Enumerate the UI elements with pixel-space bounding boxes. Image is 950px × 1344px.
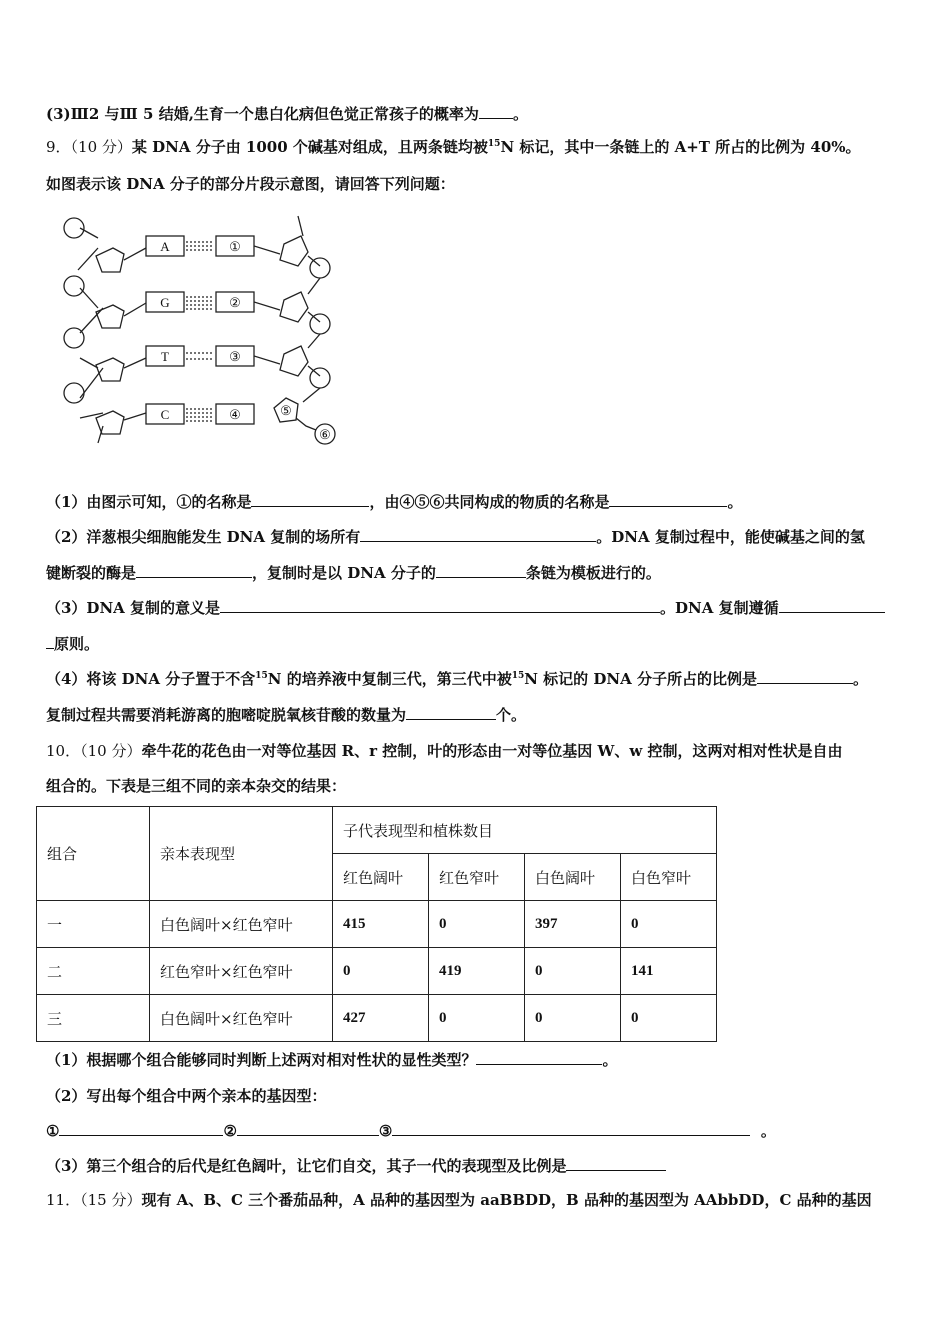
header-parent: 亲本表现型 xyxy=(150,807,333,901)
q9-part2-cont: 键断裂的酶是 ，复制时是以 DNA 分子的 条链为模板进行的。 xyxy=(46,564,661,582)
q11-header: 11．（15 分）现有 A、B、C 三个番茄品种，A 品种的基因型为 aaBBDD，B 品种的基因型为 AAbbDD，C 品种的基因 xyxy=(46,1191,872,1209)
answer-blank[interactable] xyxy=(136,563,252,578)
q8-part3: (3)Ⅲ2 与Ⅲ 5 结婚,生育一个患白化病但色觉正常孩子的概率为 。 xyxy=(46,105,528,123)
q9-part3: （3）DNA 复制的意义是 。DNA 复制遵循 xyxy=(46,598,885,618)
q9-part2: （2）洋葱根尖细胞能发生 DNA 复制的场所有 。DNA 复制过程中，能使碱基之间的氢 xyxy=(46,528,865,546)
base-right-3: ③ xyxy=(229,349,241,364)
answer-blank[interactable] xyxy=(476,1050,602,1065)
table-row: 二 红色窄叶×红色窄叶 0 419 0 141 xyxy=(37,948,717,995)
answer-blank[interactable] xyxy=(59,1121,223,1136)
answer-blank[interactable] xyxy=(479,104,513,119)
base-right-2: ② xyxy=(229,295,241,310)
q9-intro-line2: 如图表示该 DNA 分子的部分片段示意图，请回答下列问题： xyxy=(46,175,455,193)
q10-header: 10．（10 分）牵牛花的花色由一对等位基因 R、r 控制，叶的形态由一对等位基因 W、w 控制，这两对相对性状是自由 xyxy=(46,742,843,760)
answer-blank[interactable] xyxy=(360,527,596,542)
label-5: ⑤ xyxy=(280,403,292,418)
q9-part4: （4）将该 DNA 分子置于不含$^{15}$N 的培养液中复制三代，第三代中被$^{15}$N 标记的 DNA 分子所占的比例是 。 xyxy=(46,670,869,688)
results-table xyxy=(36,806,717,1042)
q9-part1: （1）由图示可知，①的名称是 ，由④⑤⑥共同构成的物质的名称是 。 xyxy=(46,493,743,511)
answer-blank[interactable] xyxy=(251,492,369,507)
table-row: 三 白色阔叶×红色窄叶 427 0 0 0 xyxy=(37,995,717,1042)
table-row: 一 白色阔叶×红色窄叶 415 0 397 0 xyxy=(37,901,717,948)
base-right-1: ① xyxy=(229,239,241,254)
subheader: 红色窄叶 xyxy=(429,854,525,901)
base-left-1: A xyxy=(160,239,170,254)
q10-part1: （1）根据哪个组合能够同时判断上述两对相对性状的显性类型？ 。 xyxy=(46,1051,618,1069)
answer-blank[interactable] xyxy=(392,1121,750,1136)
base-left-3: T xyxy=(161,349,169,364)
header-offspring: 子代表现型和植株数目 xyxy=(333,807,717,854)
subheader: 白色窄叶 xyxy=(621,854,717,901)
subheader: 白色阔叶 xyxy=(525,854,621,901)
answer-blank[interactable] xyxy=(436,563,526,578)
q10-part3: （3）第三个组合的后代是红色阔叶，让它们自交，其子一代的表现型及比例是 xyxy=(46,1156,666,1176)
q9-part4-cont: 复制过程共需要消耗游离的胞嘧啶脱氧核苷酸的数量为 个。 xyxy=(46,706,527,724)
answer-blank[interactable] xyxy=(46,634,54,649)
label-6: ⑥ xyxy=(319,427,331,442)
answer-blank[interactable] xyxy=(220,598,660,613)
answer-blank[interactable] xyxy=(609,492,727,507)
answer-blank[interactable] xyxy=(406,705,496,720)
answer-blank[interactable] xyxy=(757,669,853,684)
answer-blank[interactable] xyxy=(237,1121,379,1136)
header-group: 组合 xyxy=(37,807,150,901)
subheader: 红色阔叶 xyxy=(333,854,429,901)
q9-part3-cont: 原则。 xyxy=(46,634,99,654)
q10-genotypes: ① ② ③ 。 xyxy=(46,1122,776,1140)
answer-blank[interactable] xyxy=(566,1156,666,1171)
q9-header: 9．（10 分）某 DNA 分子由 1000 个碱基对组成，且两条链均被$^{15}$N 标记，其中一条链上的 A+T 所占的比例为 40%。 xyxy=(46,138,861,156)
base-left-2: G xyxy=(160,295,170,310)
answer-blank[interactable] xyxy=(779,598,885,613)
q10-intro-line2: 组合的。下表是三组不同的亲本杂交的结果： xyxy=(46,777,347,795)
q10-part2: （2）写出每个组合中两个亲本的基因型： xyxy=(46,1087,327,1105)
base-right-4: ④ xyxy=(229,407,241,422)
dna-diagram xyxy=(58,208,348,453)
base-left-4: C xyxy=(160,407,170,422)
